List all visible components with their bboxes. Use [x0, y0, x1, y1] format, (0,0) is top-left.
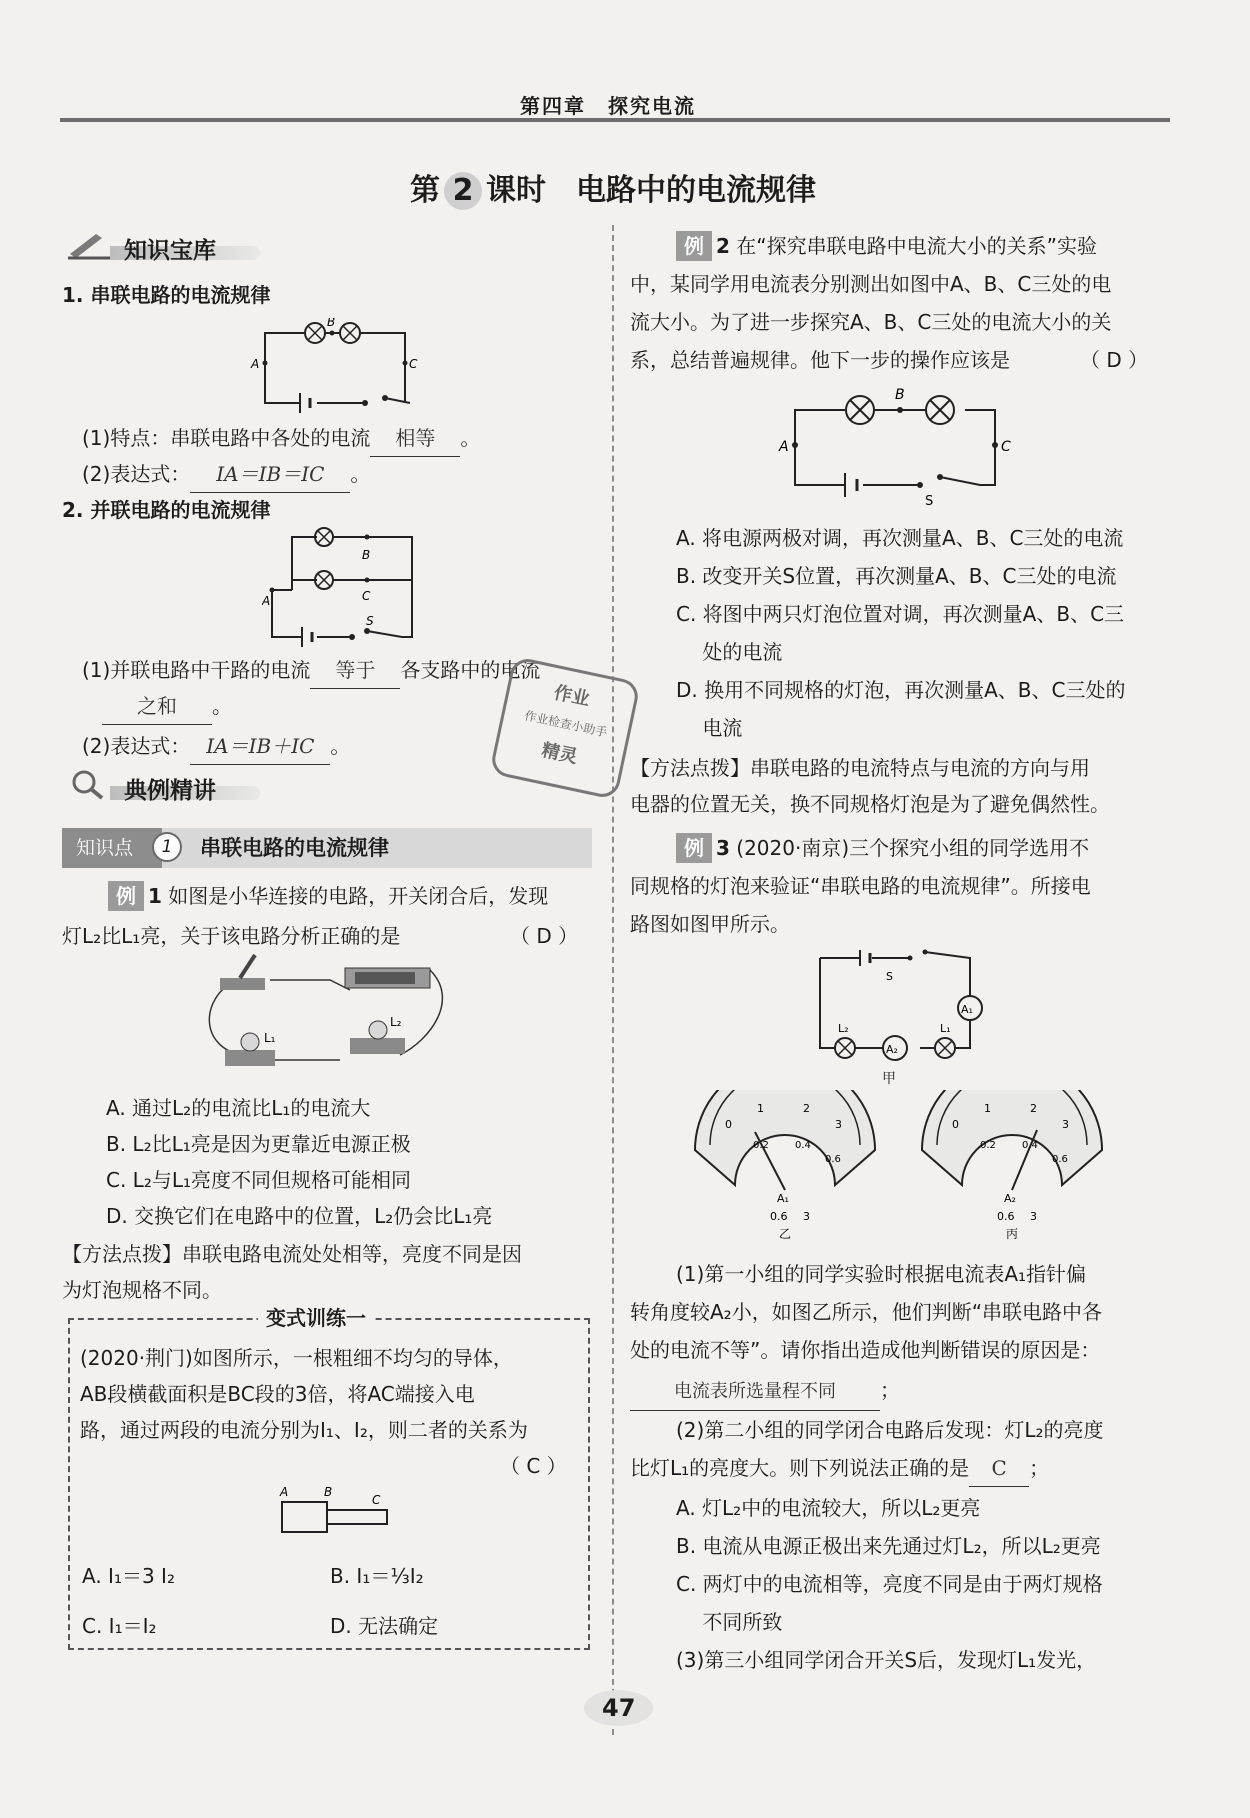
- parallel-rule-title: 2. 并联电路的电流规律: [62, 498, 271, 522]
- label-s: S: [886, 970, 893, 983]
- answer-blank: 之和: [102, 688, 212, 725]
- lesson-name: 电路中的电流规律: [576, 173, 816, 208]
- ex3-option-b: B. 电流从电源正极出来先通过灯L₂，所以L₂更亮: [676, 1534, 1101, 1558]
- ex2-option-d-cont: 电流: [676, 716, 743, 740]
- label-a2: A₂: [886, 1043, 898, 1056]
- terminal-3: 3: [803, 1210, 810, 1223]
- variant-option-b: B. I₁＝⅓I₂: [330, 1564, 424, 1588]
- knowledge-point-label: 知识点: [62, 828, 162, 868]
- method-tip-line2: 为灯泡规格不同。: [62, 1278, 222, 1302]
- text-fragment: 各支路中的电流: [400, 658, 541, 682]
- lesson-title: [410, 165, 816, 210]
- answer-blank: 相等: [370, 420, 460, 457]
- dial-name: A₁: [777, 1192, 789, 1205]
- series-expression-line: [82, 456, 370, 493]
- text-fragment: (1)并联电路中干路的电流: [82, 658, 311, 682]
- example1-line1: [108, 878, 548, 914]
- text-fragment: (1)特点：串联电路中各处的电流: [82, 426, 371, 450]
- page-number: 47: [584, 1690, 653, 1726]
- option-b: B. L₂比L₁亮是因为更靠近电源正极: [106, 1132, 411, 1156]
- series-rule-title: 1. 串联电路的电流规律: [62, 283, 271, 307]
- option-c: C. L₂与L₁亮度不同但规格可能相同: [106, 1168, 411, 1192]
- ammeter-dial-bing: [912, 1090, 1112, 1240]
- ex3-p1-line2: 转角度较A₂小，如图乙所示，他们判断“串联电路中各: [630, 1300, 1103, 1324]
- lesson-prefix: 第: [410, 173, 440, 208]
- example-tag: 例: [676, 231, 712, 261]
- example-tag: 例: [676, 833, 712, 863]
- variant-option-c: C. I₁＝I₂: [82, 1614, 157, 1638]
- text-fragment: (2)表达式：: [82, 462, 191, 486]
- example1-line2: [62, 918, 400, 954]
- dial-tick: 3: [1062, 1118, 1069, 1131]
- bulb-circuit-photo: [200, 950, 460, 1075]
- parallel-circuit-diagram: [262, 525, 427, 650]
- parallel-expression-line: [82, 728, 350, 765]
- example2-line4: 系，总结普遍规律。他下一步的操作应该是: [630, 348, 1010, 372]
- dial-tick: 1: [984, 1102, 991, 1115]
- ex2-tip-line2: 电器的位置无关，换不同规格灯泡是为了避免偶然性。: [630, 792, 1110, 816]
- label-l2: L₂: [390, 1015, 402, 1029]
- example2-line2: 中，某同学用电流表分别测出如图中A、B、C三处的电: [630, 272, 1112, 296]
- ex3-option-c: C. 两灯中的电流相等，亮度不同是由于两灯规格: [676, 1572, 1103, 1596]
- dial-tick: 0.2: [980, 1140, 996, 1151]
- dial-tick: 0: [952, 1118, 959, 1131]
- label-a1: A₁: [961, 1003, 973, 1016]
- example-tag: 例: [108, 881, 144, 911]
- label-a: A: [262, 594, 271, 608]
- stamp-text: 作业检查小助手: [523, 708, 609, 740]
- example3-line1: [676, 830, 1089, 866]
- ex3-p1-line1: (1)第一小组的同学实验时根据电流表A₁指针偏: [676, 1262, 1087, 1286]
- label-a: A: [251, 357, 260, 371]
- series-feature-line: [82, 420, 480, 457]
- ex3-option-a: A. 灯L₂中的电流较大，所以L₂更亮: [676, 1496, 981, 1520]
- knowledge-point-number: 1: [152, 832, 182, 862]
- answer-blank: C: [969, 1450, 1029, 1487]
- variant-title: 变式训练一: [258, 1302, 374, 1331]
- method-tip-line1: 【方法点拨】串联电路电流处处相等，亮度不同是因: [62, 1242, 522, 1266]
- figure-label-jia: 甲: [882, 1071, 896, 1087]
- example2-line1: [676, 228, 1097, 264]
- label-b: B: [327, 318, 336, 329]
- example1-answer: （ D ）: [510, 924, 579, 948]
- ex2-tip-line1: 【方法点拨】串联电路的电流特点与电流的方向与用: [630, 756, 1090, 780]
- question-text: 灯L₂比L₁亮，关于该电路分析正确的是: [62, 924, 401, 948]
- example2-answer: （ D ）: [1080, 348, 1149, 372]
- lesson-number: 2: [444, 172, 482, 210]
- section-knowledge-title: 知识宝库: [124, 238, 216, 264]
- label-c: C: [1001, 439, 1011, 455]
- option-a: A. 通过L₂的电流比L₁的电流大: [106, 1096, 371, 1120]
- example2-line3: 流大小。为了进一步探究A、B、C三处的电流大小的关: [630, 310, 1112, 334]
- text-fragment: 。: [350, 462, 371, 486]
- label-a: A: [779, 439, 789, 455]
- dial-tick: 0: [725, 1118, 732, 1131]
- label-c: C: [362, 589, 371, 603]
- figure-label-yi: 乙: [779, 1227, 792, 1240]
- label-c: C: [372, 1493, 381, 1507]
- stamp-text: 作业: [551, 682, 592, 711]
- section-examples-title: 典例精讲: [124, 778, 216, 804]
- knowledge-point-title: 串联电路的电流规律: [200, 836, 389, 860]
- conductor-diagram: [272, 1480, 402, 1540]
- dial-tick: 0.2: [753, 1140, 769, 1151]
- text-fragment: ；: [1029, 1456, 1050, 1480]
- text-fragment: 比灯L₁的亮度大。则下列说法正确的是: [630, 1456, 970, 1480]
- terminal-06: 0.6: [770, 1210, 788, 1223]
- dial-tick: 0.4: [1022, 1140, 1038, 1151]
- label-l1: L₁: [264, 1031, 276, 1045]
- ex3-p2-line1: (2)第二小组的同学闭合电路后发现：灯L₂的亮度: [676, 1418, 1104, 1442]
- label-c: C: [409, 357, 418, 371]
- option-d: D. 交换它们在电路中的位置，L₂仍会比L₁亮: [106, 1204, 493, 1228]
- variant-option-d: D. 无法确定: [330, 1614, 439, 1638]
- example-number: 1: [148, 884, 162, 908]
- question-text: (2020·南京)三个探究小组的同学选用不: [736, 836, 1090, 860]
- dial-tick: 2: [1030, 1102, 1037, 1115]
- variant-line1: (2020·荆门)如图所示，一根粗细不均匀的导体，: [80, 1346, 513, 1370]
- ammeter-dial-yi: [685, 1090, 885, 1240]
- text-fragment: 。: [212, 694, 232, 718]
- pen-book-icon: [66, 228, 114, 260]
- question-text: 在“探究串联电路中电流大小的关系”实验: [736, 234, 1098, 258]
- dial-name: A₂: [1004, 1192, 1016, 1205]
- ex3-p2-line2: [630, 1450, 1049, 1487]
- answer-blank: 等于: [310, 652, 400, 689]
- text-fragment: (2)表达式：: [82, 734, 191, 758]
- variant-line3: 路，通过两段的电流分别为I₁、I₂，则二者的关系为: [80, 1418, 528, 1442]
- label-s: S: [366, 614, 374, 628]
- column-divider: [612, 225, 614, 1735]
- lesson-suffix: 课时: [486, 173, 546, 208]
- variant-line2: AB段横截面积是BC段的3倍，将AC端接入电: [80, 1382, 475, 1406]
- answer-blank: IA＝IB＋IC: [190, 728, 330, 765]
- ammeter-circuit-diagram: [800, 948, 1000, 1068]
- terminal-3: 3: [1030, 1210, 1037, 1223]
- variant-answer: （ C ）: [500, 1454, 567, 1478]
- label-b: B: [895, 387, 905, 403]
- homework-stamp: [489, 656, 641, 800]
- answer-blank: 电流表所选量程不同: [630, 1374, 880, 1411]
- dial-tick: 0.6: [1052, 1154, 1068, 1165]
- ex3-p3-line: (3)第三小组同学闭合开关S后，发现灯L₁发光，: [676, 1648, 1097, 1672]
- text-fragment: 。: [330, 734, 351, 758]
- chapter-header: 第四章 探究电流: [520, 94, 696, 118]
- series-circuit-diagram-2: [775, 385, 1015, 505]
- example3-line3: 路图如图甲所示。: [630, 912, 790, 936]
- dial-tick: 0.6: [825, 1154, 841, 1165]
- stamp-text: 精灵: [539, 739, 580, 768]
- text-fragment: ；: [880, 1378, 900, 1402]
- question-text: 如图是小华连接的电路，开关闭合后，发现: [168, 884, 549, 908]
- variant-option-a: A. I₁＝3 I₂: [82, 1564, 175, 1588]
- label-b: B: [324, 1485, 333, 1499]
- example-number: 2: [716, 234, 730, 258]
- figure-label-bing: 丙: [1006, 1227, 1019, 1240]
- dial-tick: 1: [757, 1102, 764, 1115]
- magnifier-icon: [66, 768, 114, 800]
- ex3-option-c-cont: 不同所致: [676, 1610, 783, 1634]
- text-fragment: 。: [460, 426, 481, 450]
- label-l2: L₂: [838, 1022, 849, 1035]
- dial-tick: 2: [803, 1102, 810, 1115]
- ex3-p1-line3: 处的电流不等”。请你指出造成他判断错误的原因是：: [630, 1338, 1101, 1362]
- example3-line2: 同规格的灯泡来验证“串联电路的电流规律”。所接电: [630, 874, 1091, 898]
- ex2-option-a: A. 将电源两极对调，再次测量A、B、C三处的电流: [676, 526, 1124, 550]
- ex2-option-c-cont: 处的电流: [676, 640, 783, 664]
- parallel-feature-line: [82, 652, 540, 689]
- dial-tick: 0.4: [795, 1140, 811, 1151]
- label-a: A: [280, 1485, 289, 1499]
- label-s: S: [925, 494, 934, 505]
- series-circuit-diagram: [245, 318, 425, 418]
- answer-blank: IA＝IB＝IC: [190, 456, 350, 493]
- ex2-option-d: D. 换用不同规格的灯泡，再次测量A、B、C三处的: [676, 678, 1126, 702]
- example-number: 3: [716, 836, 730, 860]
- ex2-option-b: B. 改变开关S位置，再次测量A、B、C三处的电流: [676, 564, 1117, 588]
- dial-tick: 3: [835, 1118, 842, 1131]
- label-b: B: [362, 548, 371, 562]
- ex3-p1-answer-line: [630, 1372, 900, 1411]
- terminal-06: 0.6: [997, 1210, 1015, 1223]
- header-rule: [60, 118, 1170, 122]
- ex2-option-c: C. 将图中两只灯泡位置对调，再次测量A、B、C三: [676, 602, 1125, 626]
- parallel-feature-line-2: [102, 688, 232, 725]
- label-l1: L₁: [940, 1022, 951, 1035]
